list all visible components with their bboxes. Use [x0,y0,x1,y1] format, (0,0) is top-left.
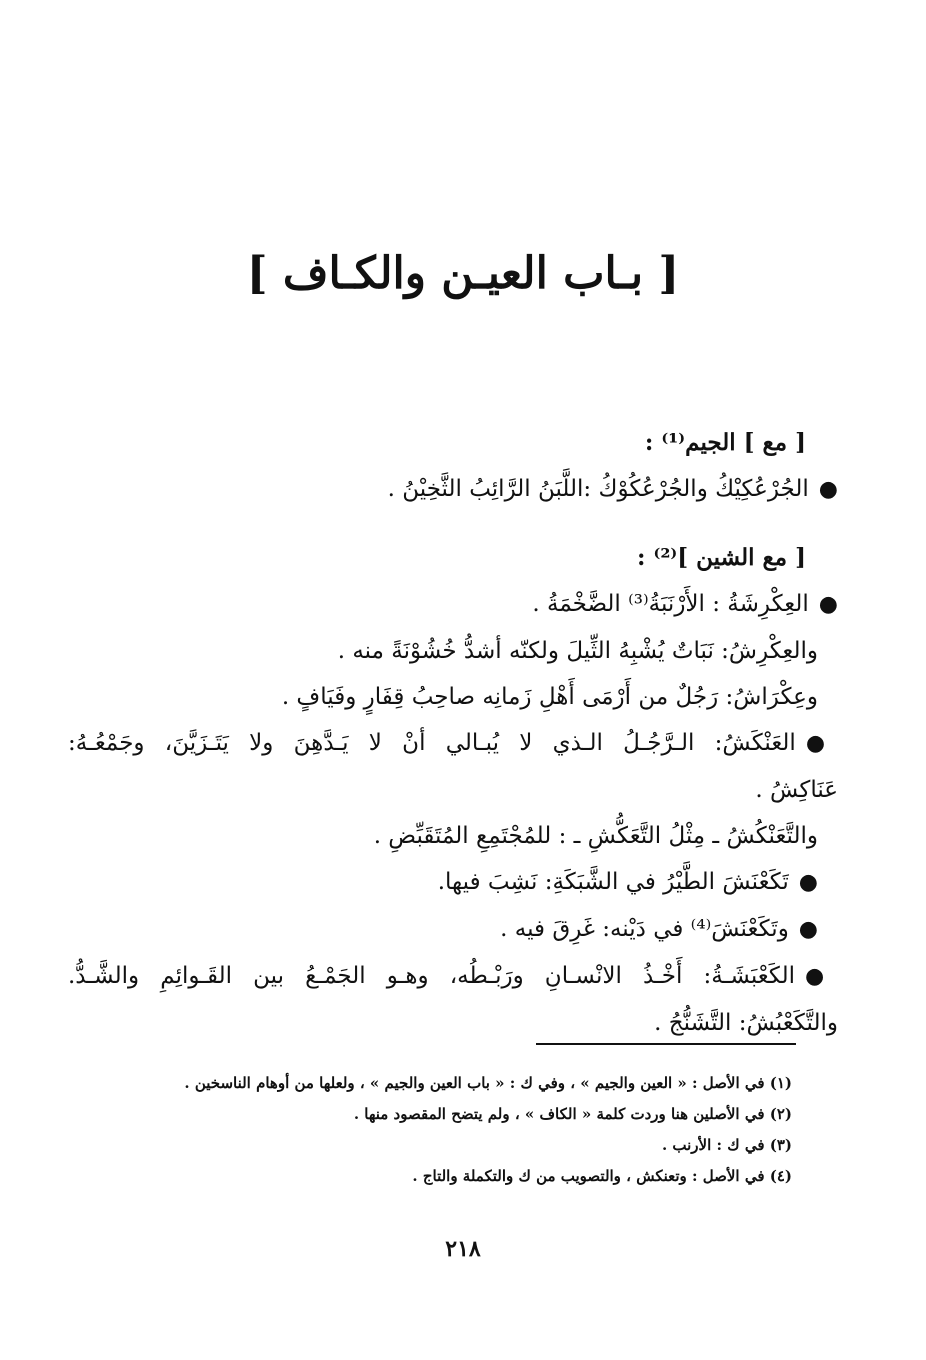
page-number: ٢١٨ [445,1236,481,1262]
bullet-icon: ● [798,917,818,942]
bullet-icon: ● [818,592,838,617]
entry-text: العِكْرِشَةُ : الأَرْنَبَةُ⁽³⁾ الضَّخْمَةُ . [532,591,809,617]
entry-ikrisha [68,581,838,628]
section-heading-jim: [ مع ] الجيم⁽¹⁾ : [644,429,806,456]
main-text [68,420,838,1046]
entry-ikrash: وعِكْرَاشُ: رَجُلٌ من أَرْمَى أَهْلِ زَمانِه صاحِبُ قِفَارٍ وفَيَافٍ . [281,684,818,710]
entry-takabush: والتَّكَعْبُشُ: التَّشَنُّجُ . [654,1010,838,1036]
footnote-2: (٢) في الأصلين هنا وردت كلمة « الكاف » ، ولم يتضح المقصود منها . [353,1105,792,1123]
footnote-1: (١) في الأصل : « العين والجيم » ، وفي ك : « باب العين والجيم » ، ولعلها من أوهام الناسخين . [184,1074,792,1092]
entry-ankash-cont: عَنَاكِشُ . [755,777,838,803]
bullet-icon: ● [805,731,838,756]
entry-jurukik [68,466,838,513]
footnotes [92,1068,792,1192]
footnote-divider [536,1043,796,1045]
bullet-icon: ● [798,870,818,895]
section-heading-shin: [ مع الشين ]⁽²⁾ : [636,544,806,571]
entry-ankash [68,720,838,767]
entry-text: تَكَعْنَشَ الطَّيْرُ في الشَّبَكَةِ: نَشِبَ فيها. [437,869,789,895]
entry-ikrish: والعِكْرِشُ: نَبَاتٌ يُشْبِهُ الثِّيلَ ولكنّه أشدُّ خُشُوْنَةً منه . [337,638,818,664]
entry-text: الكَعْبَشَـةُ: أَخْـذُ الانْسـانِ ورَبْـطُه، وهـو الجَمْـعُ بين القَـوائِمِ والشَّـدُّ. [68,963,795,989]
bullet-icon: ● [805,964,839,989]
entry-taankush: والتَّعَنْكُشُ ـ مِثْلُ التَّعَكُّشِ ـ : للمُجْتَمِعِ المُتَقَبِّضِ . [373,823,818,849]
entry-kabasha [68,953,838,1000]
entry-text: وتَكَعْنَشَ⁽⁴⁾ في دَيْنه: غَرِقَ فيه . [500,916,789,942]
entry-takaanash [68,859,838,906]
footnote-3: (٣) في ك : الأرنب . [661,1136,792,1154]
bullet-icon: ● [818,477,838,502]
entry-takaanash-dayn [68,906,838,953]
chapter-title: [ بـاب العيـن والكـاف ] [246,248,680,299]
entry-text: العَنْكَشُ: الـرَّجُـلُ الـذي لا يُبـالي أنْ لا يَـدَّهِنَ ولا يَتَـزَيَّنَ، وجَمْعُـهُ: [68,730,796,756]
footnote-4: (٤) في الأصل : وتعنكش ، والتصويب من ك والتكملة والتاج . [412,1167,792,1185]
entry-text: الجُرْعُكِيْكُ والجُرْعُكُوْكُ :اللَّبَنُ الرَّائِبُ الثَّخِيْنُ . [387,476,809,502]
